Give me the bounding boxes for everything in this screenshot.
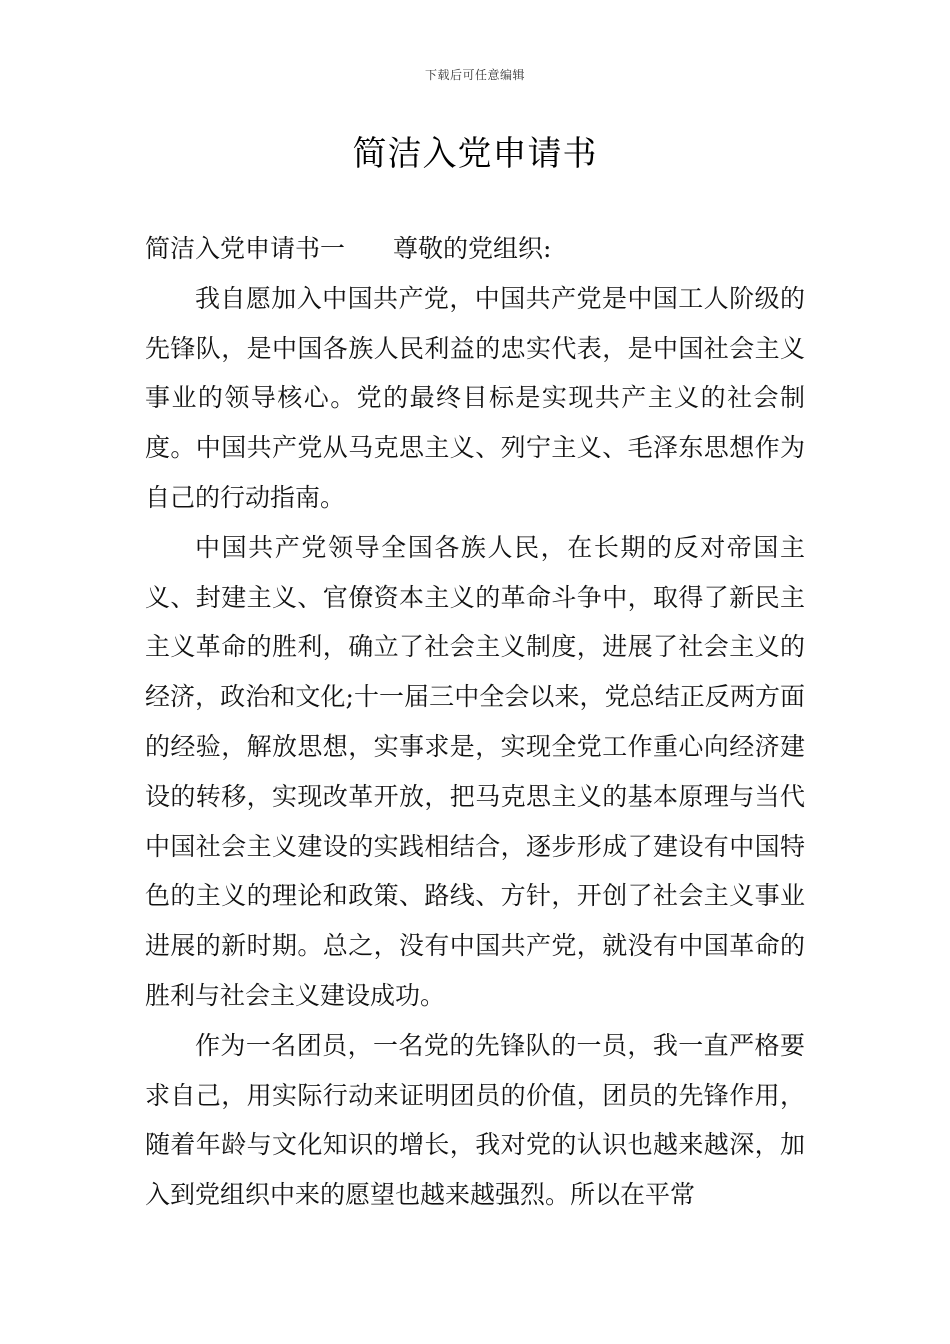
opening-label: 简洁入党申请书一 xyxy=(145,234,346,263)
paragraph-3: 作为一名团员，一名党的先锋队的一员，我一直严格要求自己，用实际行动来证明团员的价值，团员的先锋作用，随着年龄与文化知识的增长，我对党的认识也越来越深，加入到党组织中来的愿望也越来越强烈。所以在平常 xyxy=(145,1030,805,1210)
paragraph-2: 中国共产党领导全国各族人民，在长期的反对帝国主义、封建主义、官僚资本主义的革命斗争中，取得了新民主主义革命的胜利，确立了社会主义制度，进展了社会主义的经济，政治和文化;十一届三中全会以来，党总结正反两方面的经验，解放思想，实事求是，实现全党工作重心向经济建设的转移，实现改革开放，把马克思主义的基本原理与当代中国社会主义建设的实践相结合，逐步形成了建设有中国特色的主义的理论和政策、路线、方针，开创了社会主义事业进展的新时期。总之，没有中国共产党，就没有中国革命的胜利与社会主义建设成功。 xyxy=(145,532,805,1010)
document-title: 简洁入党申请书 xyxy=(352,134,598,174)
opening-line xyxy=(145,224,805,274)
document-body xyxy=(145,224,805,1220)
header-note: 下载后可任意编辑 xyxy=(424,68,525,82)
salutation: 尊敬的党组织: xyxy=(393,234,552,263)
paragraph-1: 我自愿加入中国共产党，中国共产党是中国工人阶级的先锋队，是中国各族人民利益的忠实代表，是中国社会主义事业的领导核心。党的最终目标是实现共产主义的社会制度。中国共产党从马克思主义、列宁主义、毛泽东思想作为自己的行动指南。 xyxy=(145,283,805,512)
